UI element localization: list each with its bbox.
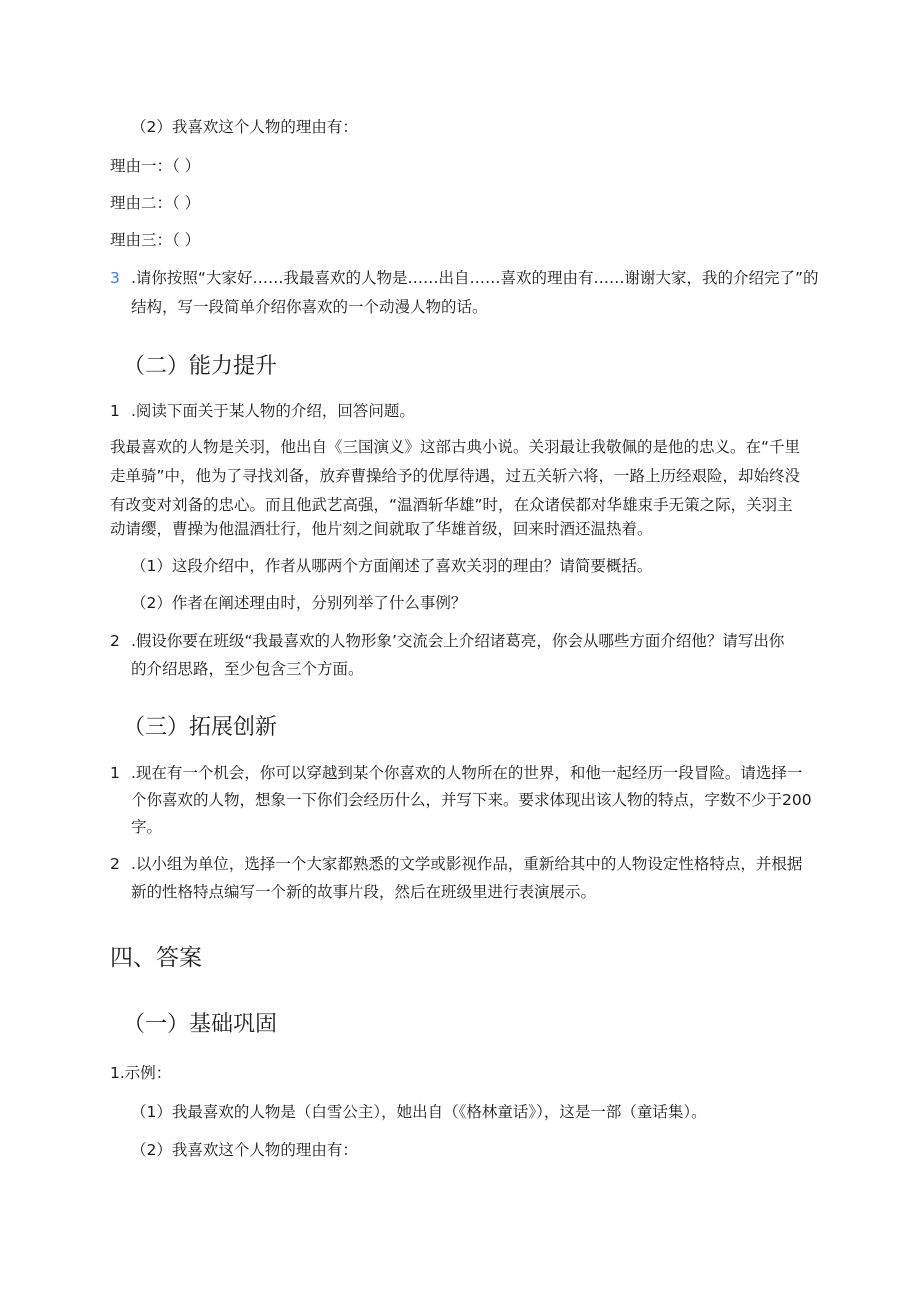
reason-two-blank: 理由二：（ ）	[110, 194, 201, 212]
passage-line: 有改变对刘备的忠心。而且他武艺高强，“温酒斩华雄”时，在众诸侯都对华雄束手无策之际，关羽主	[110, 496, 793, 514]
sub-question-1: （1）这段介绍中，作者从哪两个方面阐述了喜欢关羽的理由？请简要概括。	[131, 557, 653, 575]
question-text-line: 结构，写一段简单介绍你喜欢的一个动漫人物的话。	[131, 298, 488, 316]
section-heading-basics: （一）基础巩固	[123, 1012, 278, 1037]
answer-1-sub-2: （2）我喜欢这个人物的理由有：	[131, 1141, 358, 1159]
question-number: 1	[110, 764, 120, 782]
answer-1-label: 1.示例：	[110, 1064, 172, 1082]
answer-1-sub-1: （1）我最喜欢的人物是（白雪公主），她出自（《格林童话》），这是一部（童话集）。	[131, 1103, 707, 1121]
sub-question-2-reasons: （2）我喜欢这个人物的理由有：	[131, 118, 358, 136]
reason-one-blank: 理由一：（ ）	[110, 157, 201, 175]
answers-heading: 四、答案	[110, 945, 202, 971]
question-text-line: .现在有一个机会，你可以穿越到某个你喜欢的人物所在的世界，和他一起经历一段冒险。请选择一	[131, 764, 803, 782]
passage-line: 走单骑”中，他为了寻找刘备，放弃曹操给予的优厚待遇，过五关斩六将，一路上历经艰险，却始终没	[110, 467, 801, 485]
question-text-line: .请你按照“大家好……我最喜欢的人物是……出自……喜欢的理由有……谢谢大家，我的介绍完了”的	[131, 269, 819, 287]
question-number: 2	[110, 632, 120, 650]
passage-line: 我最喜欢的人物是关羽，他出自《三国演义》这部古典小说。关羽最让我敬佩的是他的忠义。在“千里	[110, 438, 801, 456]
question-text-line: .以小组为单位，选择一个大家都熟悉的文学或影视作品，重新给其中的人物设定性格特点，并根据	[131, 855, 803, 873]
question-text-line: 的介绍思路，至少包含三个方面。	[131, 660, 364, 678]
section-heading-extension: （三）拓展创新	[123, 715, 278, 740]
question-text-line: 个你喜欢的人物，想象一下你们会经历什么，并写下来。要求体现出该人物的特点，字数不少于200	[131, 791, 812, 809]
question-text-line: .假设你要在班级“我最喜欢的人物形象’交流会上介绍诸葛亮，你会从哪些方面介绍他？请写出你	[131, 632, 785, 650]
section-heading-ability: （二）能力提升	[123, 354, 278, 379]
question-text-line: 字。	[131, 818, 163, 836]
question-number: 2	[110, 855, 120, 873]
question-text-line: 新的性格特点编写一个新的故事片段，然后在班级里进行表演展示。	[131, 883, 597, 901]
question-text-line: .阅读下面关于某人物的介绍，回答问题。	[131, 402, 415, 420]
sub-question-2: （2）作者在阐述理由时，分别列举了什么事例？	[131, 594, 467, 612]
passage-line: 动请缨，曹操为他温酒壮行，他片刻之间就取了华雄首级，回来时酒还温热着。	[110, 520, 653, 538]
question-number: 3	[110, 269, 120, 287]
question-number: 1	[110, 402, 120, 420]
reason-three-blank: 理由三：（ ）	[110, 231, 201, 249]
